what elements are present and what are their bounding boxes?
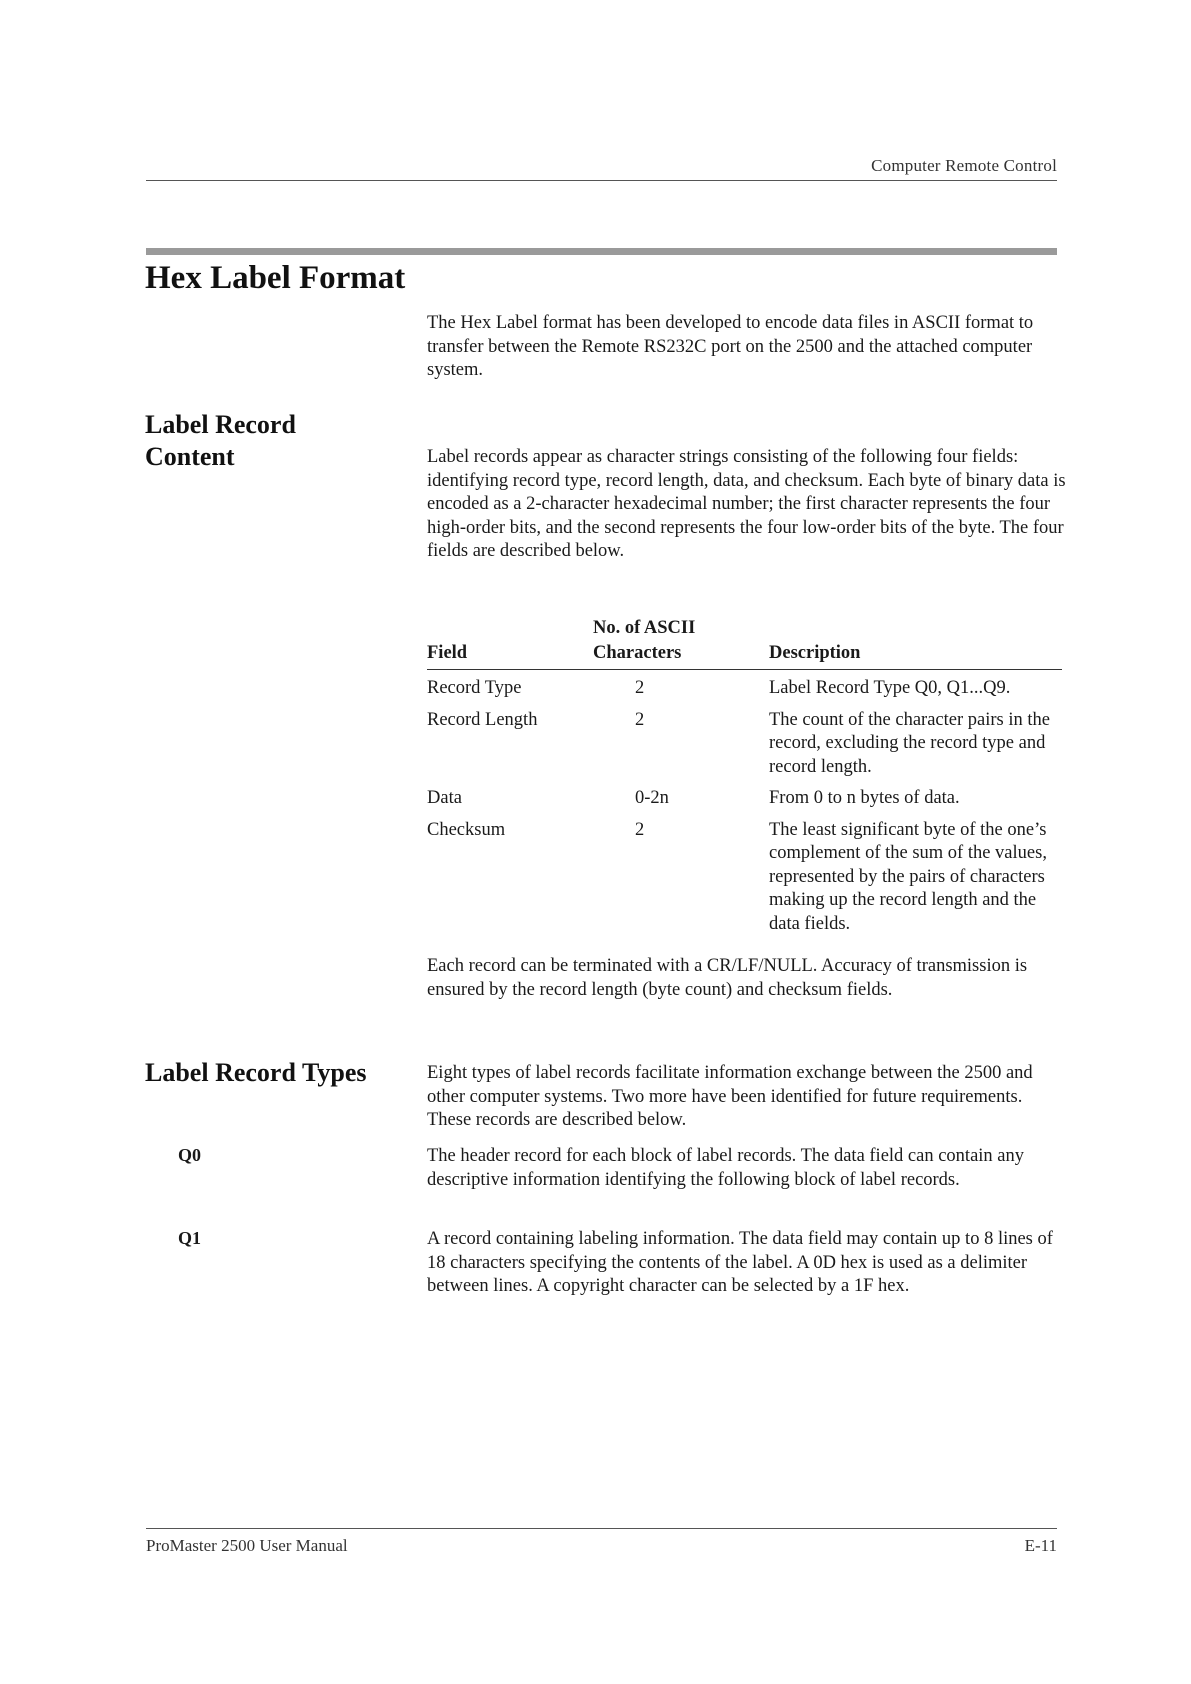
table-row <box>427 709 1062 780</box>
table-row <box>427 677 1062 701</box>
fields-table <box>427 617 1062 936</box>
heading-label-record-types: Label Record Types <box>145 1058 367 1087</box>
q1-paragraph: A record containing labeling information. The data field may contain up to 8 lines of 18 characters specifying the contents of the label. A 0D hex is used as a delimiter between lines. A copyright character can be selected by a 1F hex. <box>427 1229 1053 1296</box>
header-rule <box>146 180 1057 181</box>
cell-field: Record Type <box>427 678 522 698</box>
cell-chars: 2 <box>635 678 645 698</box>
q1-label: Q1 <box>178 1228 202 1248</box>
label-record-types-paragraph: Eight types of label records facilitate information exchange between the 2500 and other computer systems. Two more have been identified for future requirements. These records are described below. <box>427 1063 1033 1130</box>
q0-paragraph: The header record for each block of label records. The data field can contain any descriptive information identifying the following block of label records. <box>427 1146 1025 1190</box>
title-bar <box>146 248 1057 255</box>
table-header <box>427 617 1062 667</box>
intro-paragraph: The Hex Label format has been developed to encode data files in ASCII format to transfer between the Remote RS232C port on the 2500 and the attached computer system. <box>427 313 1034 380</box>
table-row <box>427 819 1062 937</box>
cell-field: Record Length <box>427 709 538 730</box>
cell-chars: 0-2n <box>635 788 669 808</box>
table-header-rule <box>427 669 1062 670</box>
after-table-paragraph: Each record can be terminated with a CR/LF/NULL. Accuracy of transmission is ensured by the record length (byte count) and checksum fields. <box>427 956 1028 1000</box>
cell-desc: The count of the character pairs in the record, excluding the record type and record length. <box>769 709 1050 777</box>
cell-chars: 2 <box>635 819 645 840</box>
cell-chars: 2 <box>635 709 645 730</box>
heading-label-record-content: Label Record Content <box>145 410 296 471</box>
cell-desc: From 0 to n bytes of data. <box>769 788 960 808</box>
header-field: Field <box>427 643 468 663</box>
page-number: E-11 <box>1024 1536 1057 1555</box>
footer-manual-title: ProMaster 2500 User Manual <box>146 1536 348 1555</box>
cell-field: Checksum <box>427 819 506 840</box>
q0-label: Q0 <box>178 1145 202 1165</box>
header-chars-line1: No. of ASCII <box>593 618 696 638</box>
table-row <box>427 787 1062 811</box>
section-title: Hex Label Format <box>145 260 406 296</box>
footer-rule <box>146 1528 1057 1529</box>
running-head: Computer Remote Control <box>871 156 1057 175</box>
cell-field: Data <box>427 788 462 808</box>
header-description: Description <box>769 643 861 663</box>
label-record-content-paragraph: Label records appear as character strings consisting of the following four fields: identifying record type, record length, data, and checksum. Each byte of binary data is encoded as a 2-character hexadecimal number; the first character represents the four high-order bits, and the second represents the four low-order bits of the byte. The four fields are described below. <box>427 447 1066 561</box>
cell-desc: The least significant byte of the one’s complement of the sum of the values, represented by the pairs of characters making up the record length and the data fields. <box>769 819 1047 934</box>
cell-desc: Label Record Type Q0, Q1...Q9. <box>769 678 1011 698</box>
header-chars-line2: Characters <box>593 643 682 663</box>
